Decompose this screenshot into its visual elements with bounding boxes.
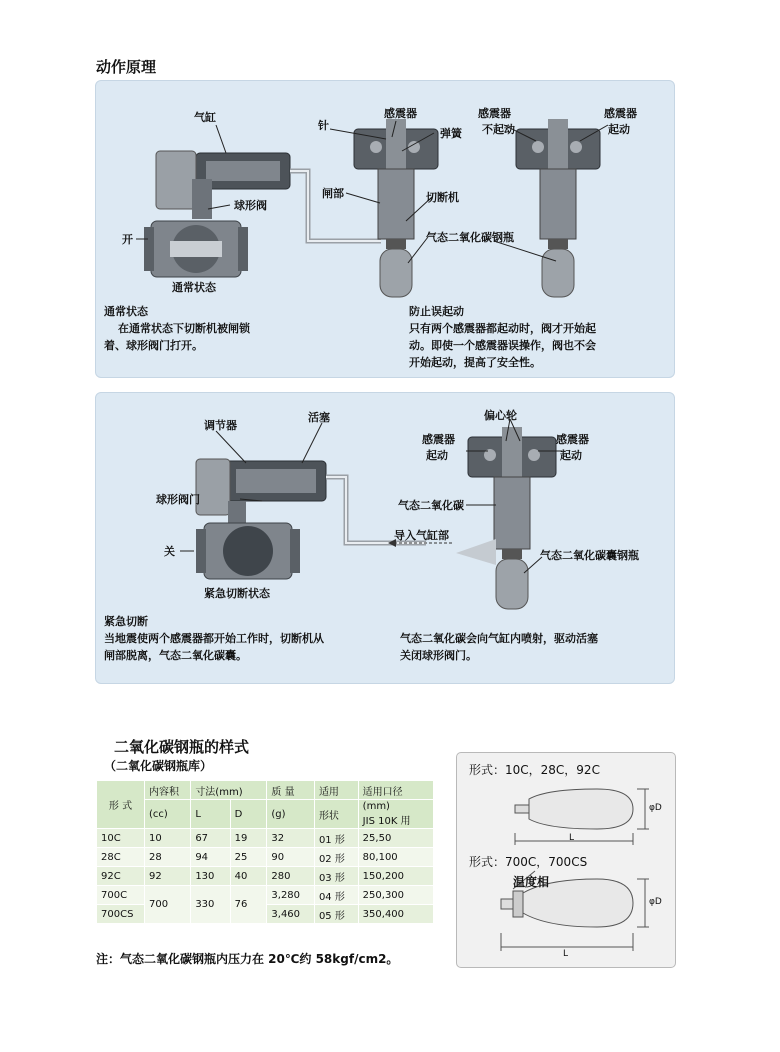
desc-emergency-line-1: 当地震使两个感震器都开始工作时，切断机从 xyxy=(104,632,324,645)
label-cylinder: 气缸 xyxy=(194,111,216,124)
th-shape-1: 适用 xyxy=(314,781,358,800)
cell-volume: 10 xyxy=(145,829,191,848)
pressure-note: 注：气态二氧化碳钢瓶内压力在 20℃约 58kgf/cm2。 xyxy=(96,952,399,966)
label-needle: 针 xyxy=(318,119,329,132)
cell-bore: 80,100 xyxy=(358,848,433,867)
label-sensor-left: 感震器 xyxy=(422,433,455,446)
bottle-drawings-box xyxy=(456,752,676,968)
label-ball-gate: 球形阀门 xyxy=(156,493,200,506)
table-row xyxy=(97,867,434,886)
sensor-unit-emergency xyxy=(456,427,556,609)
desc-emergency-line-2: 闸部脱离，气态二氧化碳囊。 xyxy=(104,649,247,662)
dim-D-1: φD xyxy=(649,803,662,813)
desc-normal-line-2: 着、球形阀门打开。 xyxy=(104,339,203,352)
spec-title: 二氧化碳钢瓶的样式 xyxy=(114,738,250,756)
label-sensor-right: 感震器 xyxy=(556,433,589,446)
label-co2-bottle: 气态二氧化碳钢瓶 xyxy=(426,231,514,244)
panel-emergency-state xyxy=(95,392,675,684)
section-title: 动作原理 xyxy=(96,58,157,76)
label-not-activated: 不起动 xyxy=(482,123,515,136)
form2-label: 形式：700C，700CS xyxy=(469,855,588,869)
th-L: L xyxy=(191,800,230,829)
dim-L-2: L xyxy=(563,949,569,959)
dim-D-2: φD xyxy=(649,897,662,907)
cell-shape: 05 形 xyxy=(314,905,358,924)
label-eccentric: 偏心轮 xyxy=(484,409,517,422)
label-valve-part: 闸部 xyxy=(322,187,344,200)
desc-misfire-line-1: 只有两个感震器都起动时，阀才开始起 xyxy=(409,322,596,335)
label-open: 开 xyxy=(122,233,133,246)
th-size: 寸法(mm) xyxy=(191,781,267,800)
cell-form: 28C xyxy=(97,848,145,867)
cell-form: 10C xyxy=(97,829,145,848)
label-co2: 气态二氧化碳 xyxy=(398,499,464,512)
label-normal-state: 通常状态 xyxy=(172,281,216,294)
label-into-cylinder: 导入气缸部 xyxy=(394,529,449,542)
label-sensor-right: 感震器 xyxy=(604,107,637,120)
cell-shape: 01 形 xyxy=(314,829,358,848)
form1-label: 形式：10C，28C，92C xyxy=(469,763,600,777)
label-activated: 起动 xyxy=(608,123,630,136)
table-row xyxy=(97,829,434,848)
cell-shape: 04 形 xyxy=(314,886,358,905)
cell-volume: 92 xyxy=(145,867,191,886)
spec-table xyxy=(96,780,434,924)
spec-subtitle: （二氧化碳钢瓶库） xyxy=(104,759,213,773)
cell-form: 92C xyxy=(97,867,145,886)
th-volume: 内容积 xyxy=(145,781,191,800)
table-row xyxy=(97,848,434,867)
th-shape-2: 形状 xyxy=(314,800,358,829)
cell-L: 94 xyxy=(191,848,230,867)
panel-normal-state xyxy=(95,80,675,378)
label-seismic-sensor: 感震器 xyxy=(384,107,417,120)
bottle-small-drawing xyxy=(515,789,649,845)
label-ball-valve: 球形阀 xyxy=(234,199,267,212)
cell-D: 40 xyxy=(230,867,267,886)
cell-form: 700C xyxy=(97,886,145,905)
cell-volume: 28 xyxy=(145,848,191,867)
label-spring: 弹簧 xyxy=(440,127,462,140)
cell-mass: 90 xyxy=(267,848,315,867)
desc-misfire-line-3: 开始起动，提高了安全性。 xyxy=(409,356,541,369)
desc-misfire-line-2: 动。即使一个感震器误操作，阀也不会 xyxy=(409,339,596,352)
th-bore-1: 适用口径 xyxy=(358,781,433,800)
label-emergency: 紧急切断状态 xyxy=(204,587,270,600)
sensor-unit-2 xyxy=(516,119,600,297)
cell-bore: 350,400 xyxy=(358,905,433,924)
cell-D: 25 xyxy=(230,848,267,867)
cell-shape: 03 形 xyxy=(314,867,358,886)
cell-L: 130 xyxy=(191,867,230,886)
label-regulator: 调节器 xyxy=(204,419,237,432)
label-activated-right: 起动 xyxy=(560,449,582,462)
thermo-label: 温度相 xyxy=(513,875,550,889)
desc-normal-line-1: 在通常状态下切断机被闸锁 xyxy=(118,322,250,335)
desc-misfire-title: 防止误起动 xyxy=(409,305,464,318)
cell-mass: 32 xyxy=(267,829,315,848)
th-mass: 质 量 xyxy=(267,781,315,800)
label-co2-capsule: 气态二氧化碳囊钢瓶 xyxy=(540,549,639,562)
label-cutoff: 切断机 xyxy=(426,191,459,204)
label-sensor-left: 感震器 xyxy=(478,107,511,120)
th-bore-2: (mm) JIS 10K 用 xyxy=(358,800,433,829)
cell-mass: 280 xyxy=(267,867,315,886)
cell-mass: 3,280 xyxy=(267,886,315,905)
cell-bore: 150,200 xyxy=(358,867,433,886)
desc-normal-title: 通常状态 xyxy=(104,305,148,318)
ball-valve-assembly-emergency xyxy=(196,459,326,579)
label-close: 关 xyxy=(164,545,175,558)
dim-L-1: L xyxy=(569,833,575,843)
cell-mass: 3,460 xyxy=(267,905,315,924)
cell-bore: 25,50 xyxy=(358,829,433,848)
label-activated-left: 起动 xyxy=(426,449,448,462)
cell-D: 76 xyxy=(230,886,267,924)
desc-spray-line-2: 关闭球形阀门。 xyxy=(400,649,477,662)
desc-spray-line-1: 气态二氧化碳会向气缸内喷射，驱动活塞 xyxy=(400,632,598,645)
table-row xyxy=(97,886,434,905)
ball-valve-assembly-normal xyxy=(144,151,290,277)
th-form: 形 式 xyxy=(97,781,145,829)
cell-volume: 700 xyxy=(145,886,191,924)
th-D: D xyxy=(230,800,267,829)
cell-L: 330 xyxy=(191,886,230,924)
cell-form: 700CS xyxy=(97,905,145,924)
desc-emergency-title: 紧急切断 xyxy=(104,615,148,628)
cell-bore: 250,300 xyxy=(358,886,433,905)
th-volume-unit: (cc) xyxy=(145,800,191,829)
th-mass-unit: (g) xyxy=(267,800,315,829)
cell-shape: 02 形 xyxy=(314,848,358,867)
sensor-unit-1 xyxy=(354,119,438,297)
label-piston: 活塞 xyxy=(308,411,330,424)
cell-L: 67 xyxy=(191,829,230,848)
cell-D: 19 xyxy=(230,829,267,848)
